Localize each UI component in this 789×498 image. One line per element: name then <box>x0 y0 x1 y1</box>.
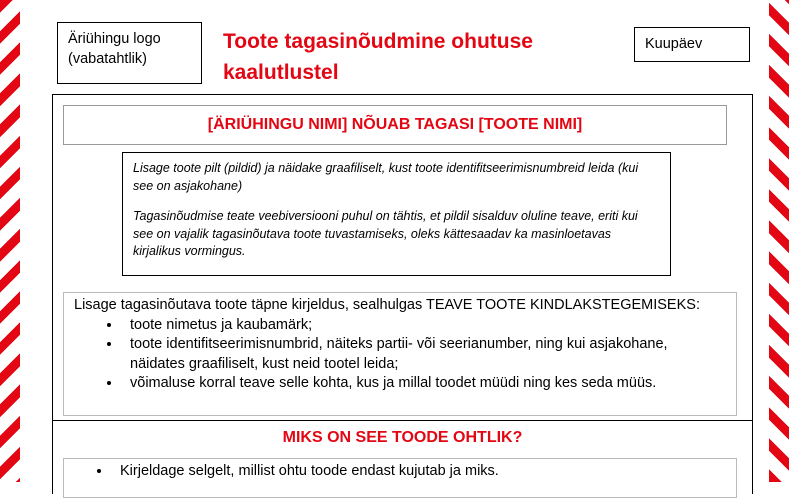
image-instruction-paragraph: Lisage toote pilt (pildid) ja näidake graafiliselt, kust toote identifitseerimisnumbreid leida (kui see on asjakohane) <box>133 161 639 193</box>
right-hazard-stripe-border <box>769 0 789 482</box>
why-dangerous-heading: MIKS ON SEE TOODE OHTLIK? <box>282 429 523 446</box>
web-version-instruction-paragraph: Tagasinõudmise teate veebiversiooni puhul on tähtis, et pildil sisalduv oluline teave, eriti kui see on vajalik tagasinõutava toote tuvastamiseks, oleks kättesaadav ka masinloetavas kirjalikus vormingus. <box>133 209 638 258</box>
product-description-box <box>63 292 737 416</box>
left-hazard-stripe-border <box>0 0 20 482</box>
date-label: Kuupäev <box>645 36 703 52</box>
company-logo-placeholder <box>57 22 202 84</box>
identification-list <box>74 316 726 394</box>
list-item: • toote nimetus ja kaubamärk; <box>122 316 726 336</box>
logo-placeholder-label: Äriühingu logo (vabatahtlik) <box>68 31 161 67</box>
image-instructions-box <box>122 152 671 276</box>
date-field <box>634 27 750 62</box>
description-intro: Lisage tagasinõutava toote täpne kirjeldus, sealhulgas TEAVE TOOTE KINDLAKSTEGEMISEKS: <box>74 297 700 313</box>
hazard-description-box <box>63 458 737 498</box>
list-item: • võimaluse korral teave selle kohta, kus ja millal toodet müüdi ning kes seda müüs. <box>122 374 726 394</box>
recall-heading-text: [ÄRIÜHINGU NIMI] NÕUAB TAGASI [TOOTE NIMI] <box>207 116 583 133</box>
section-divider <box>52 420 753 421</box>
list-item: • Kirjeldage selgelt, millist ohtu toode endast kujutab ja miks. <box>112 462 726 482</box>
page-title: Toote tagasinõudmine ohutuse kaalutlustel <box>223 30 533 84</box>
list-item: • toote identifitseerimisnumbrid, näiteks partii- või seerianumber, ning kui asjakohane, näidates graafiliselt, kust neid tootel leida; <box>122 335 726 374</box>
recall-heading <box>63 105 727 145</box>
hazard-list <box>74 462 726 482</box>
